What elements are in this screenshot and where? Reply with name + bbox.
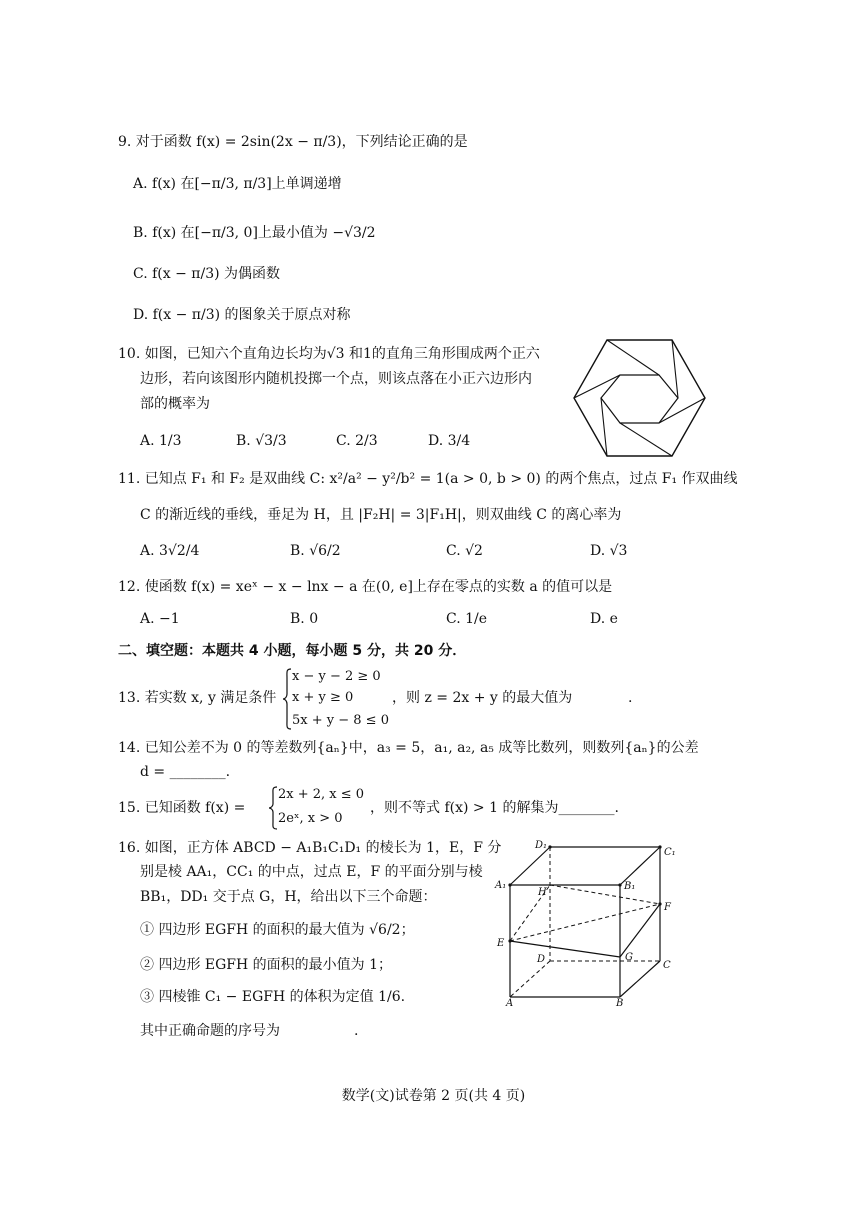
cube-label-a: A — [506, 998, 514, 1009]
q11-stem-line1: 11. 已知点 F₁ 和 F₂ 是双曲线 C: x²/a² − y²/b² = 1(a > 0, b > 0) 的两个焦点，过点 F₁ 作双曲线 — [118, 471, 738, 487]
cube-label-b: B — [616, 998, 624, 1009]
q10-stem-line2: 边形，若向该图形内随机投掷一个点，则该点落在小正六边形内 — [140, 371, 532, 387]
q15-prefix: 15. 已知函数 f(x) = — [118, 800, 246, 816]
q15-brace — [268, 786, 278, 830]
q9-option-d: D. f(x − π/3) 的图象关于原点对称 — [133, 307, 351, 323]
q11-stem-line2: C 的渐近线的垂线，垂足为 H，且 |F₂H| = 3|F₁H|，则双曲线 C 的离心率为 — [140, 507, 622, 523]
q16-prop-2: ② 四边形 EGFH 的面积的最小值为 1； — [140, 957, 393, 973]
q14-line2: d = ________. — [140, 764, 231, 780]
q12-option-c: C. 1/e — [446, 611, 488, 627]
q12-stem: 12. 使函数 f(x) = xeˣ − x − lnx − a 在(0, e]上存在零点的实数 a 的值可以是 — [118, 579, 613, 595]
cube-label-c: C — [663, 960, 671, 971]
section-heading: 二、填空题：本题共 4 小题，每小题 5 分，共 20 分． — [118, 643, 467, 659]
q13-condition-2: x + y ≥ 0 — [292, 690, 354, 705]
q16-end: . — [354, 1023, 359, 1039]
q12-option-b: B. 0 — [290, 611, 319, 627]
q15-suffix: ，则不等式 f(x) > 1 的解集为________. — [370, 800, 619, 816]
q16-stem-line2: 别是棱 AA₁，CC₁ 的中点，过点 E，F 的平面分别与棱 — [140, 864, 483, 880]
cube-label-a1: A₁ — [495, 880, 507, 891]
q9-stem: 9. 对于函数 f(x) = 2sin(2x − π/3)，下列结论正确的是 — [118, 134, 468, 150]
q13-prefix: 13. 若实数 x, y 满足条件 — [118, 690, 277, 706]
cube-label-e: E — [497, 938, 505, 949]
q13-end: . — [628, 690, 633, 706]
cube-label-c1: C₁ — [664, 847, 676, 858]
q16-stem-line3: BB₁，DD₁ 交于点 G，H，给出以下三个命题： — [140, 889, 437, 905]
q16-ask: 其中正确命题的序号为 — [140, 1023, 280, 1039]
cube-figure — [490, 835, 690, 1015]
q10-option-c: C. 2/3 — [336, 433, 378, 449]
q16-prop-1: ① 四边形 EGFH 的面积的最大值为 √6/2； — [140, 922, 415, 938]
q11-option-c: C. √2 — [446, 543, 483, 559]
q9-option-c: C. f(x − π/3) 为偶函数 — [133, 266, 281, 282]
q16-prop-3: ③ 四棱锥 C₁ − EGFH 的体积为定值 1/6. — [140, 989, 406, 1005]
q13-condition-1: x − y − 2 ≥ 0 — [292, 669, 381, 684]
q11-option-b: B. √6/2 — [290, 543, 341, 559]
q9-option-b: B. f(x) 在[−π/3, 0]上最小值为 −√3/2 — [133, 225, 376, 241]
q11-option-d: D. √3 — [590, 543, 628, 559]
q16-stem-line1: 16. 如图，正方体 ABCD − A₁B₁C₁D₁ 的棱长为 1，E，F 分 — [118, 840, 502, 856]
q10-stem-line1: 10. 如图，已知六个直角边长均为√3 和1的直角三角形围成两个正六 — [118, 346, 540, 362]
q13-condition-3: 5x + y − 8 ≤ 0 — [292, 713, 389, 728]
q10-stem-line3: 部的概率为 — [140, 396, 210, 412]
q11-option-a: A. 3√2/4 — [140, 543, 200, 559]
cube-label-g: G — [625, 952, 633, 963]
q12-option-d: D. e — [590, 611, 618, 627]
q12-option-a: A. −1 — [140, 611, 180, 627]
cube-label-h: H — [538, 887, 547, 898]
cube-label-d: D — [537, 954, 546, 965]
q15-case-1: 2x + 2, x ≤ 0 — [278, 787, 365, 802]
q10-option-b: B. √3/3 — [236, 433, 287, 449]
q13-suffix: ，则 z = 2x + y 的最大值为 — [392, 690, 573, 706]
q15-case-2: 2eˣ, x > 0 — [278, 811, 343, 826]
q10-option-a: A. 1/3 — [140, 433, 182, 449]
cube-label-d1: D₁ — [535, 840, 548, 851]
page-footer: 数学(文)试卷第 2 页(共 4 页) — [341, 1088, 526, 1104]
hexagon-figure — [572, 338, 707, 458]
q10-option-d: D. 3/4 — [428, 433, 471, 449]
q13-brace — [282, 668, 292, 730]
q14-line1: 14. 已知公差不为 0 的等差数列{aₙ}中，a₃ = 5，a₁, a₂, a₅ 成等比数列，则数列{aₙ}的公差 — [118, 740, 699, 756]
cube-label-f: F — [664, 902, 671, 913]
q9-option-a: A. f(x) 在[−π/3, π/3]上单调递增 — [133, 176, 342, 192]
cube-label-b1: B₁ — [624, 881, 636, 892]
